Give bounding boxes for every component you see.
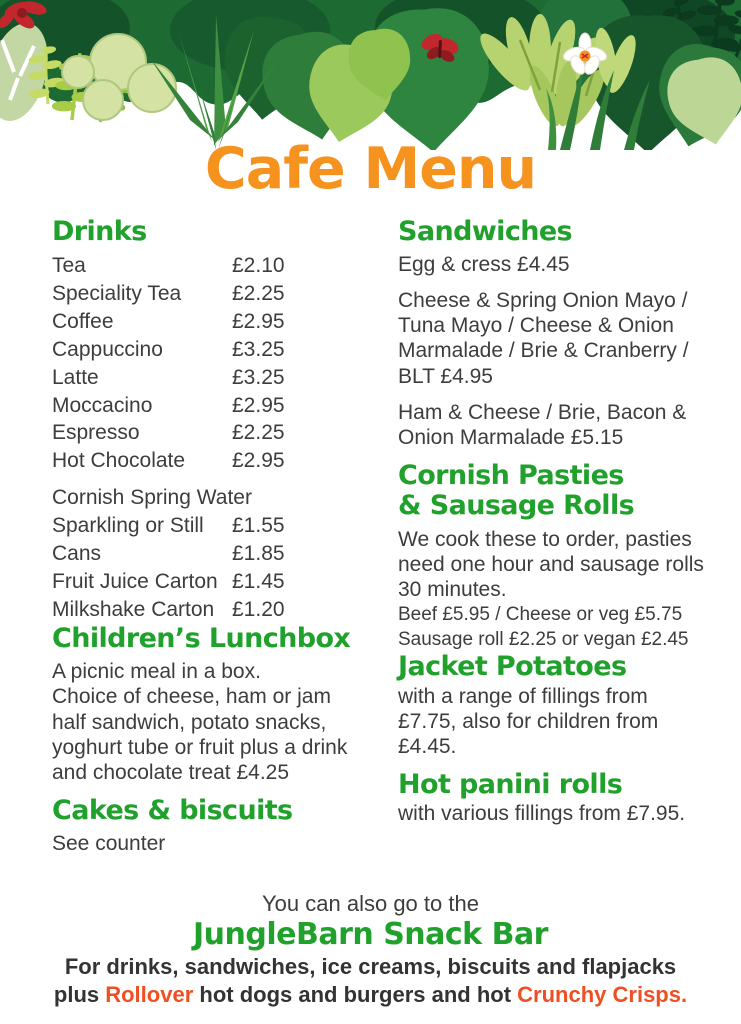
item-name: Coffee — [52, 309, 114, 333]
item-name: Sparkling or Still — [52, 514, 204, 538]
item-price: £1.55 — [232, 514, 285, 538]
pasties-price-line1: Beef £5.95 / Cheese or veg £5.75 — [398, 604, 683, 626]
sandwiches-para3: Ham & Cheese / Brie, Bacon & Onion Marmalade £5.15 — [398, 400, 687, 450]
pasties-heading-line2: & Sausage Rolls — [398, 490, 635, 522]
item-price: £2.95 — [232, 449, 285, 473]
menu-item-row — [52, 540, 364, 568]
item-name: Hot Chocolate — [52, 449, 186, 473]
item-name: Latte — [52, 365, 99, 389]
pasties-heading — [398, 461, 705, 521]
menu-item-row — [52, 512, 364, 540]
item-name: Milkshake Carton — [52, 597, 215, 621]
pasties-heading-line1: Cornish Pasties — [398, 460, 624, 492]
item-price: £2.10 — [232, 253, 285, 277]
item-price: £2.25 — [232, 281, 285, 305]
item-price: £2.25 — [232, 421, 285, 445]
pasties-intro: We cook these to order, pasties need one hour and sausage rolls 30 minutes. — [398, 527, 704, 602]
footer-plus-text: plus — [53, 982, 106, 1008]
lunchbox-line1: A picnic meal in a box. — [52, 660, 261, 684]
menu-item-row — [52, 308, 364, 336]
page-title: Cafe Menu — [204, 136, 537, 202]
item-name: Fruit Juice Carton — [52, 570, 218, 594]
menu-item-row — [52, 364, 364, 392]
snack-bar-name: JungleBarn Snack Bar — [193, 917, 548, 953]
sandwiches-heading: Sandwiches — [398, 215, 573, 247]
menu-item-row — [52, 252, 364, 280]
drinks-price-list — [52, 252, 364, 475]
menu-item-row — [52, 419, 364, 447]
footer-mid-text: hot dogs and burgers and hot — [193, 982, 518, 1008]
footer-brands-line — [0, 981, 741, 1010]
item-name: Speciality Tea — [52, 281, 182, 305]
jacket-heading: Jacket Potatoes — [398, 651, 627, 683]
water-header: Cornish Spring Water — [52, 486, 252, 510]
left-column — [52, 217, 364, 868]
menu-item-row — [52, 568, 364, 596]
cakes-text: See counter — [52, 832, 166, 856]
item-price: £1.20 — [232, 597, 285, 621]
menu-item-row — [52, 596, 364, 624]
drinks-heading: Drinks — [52, 215, 147, 247]
item-name: Espresso — [52, 421, 140, 445]
lunchbox-heading: Children’s Lunchbox — [52, 622, 351, 654]
item-name: Moccacino — [52, 393, 153, 417]
crunchy-crisps-brand: Crunchy Crisps. — [517, 982, 688, 1008]
jungle-leaves-banner — [0, 0, 741, 150]
menu-content — [0, 138, 741, 1010]
item-name: Cappuccino — [52, 337, 163, 361]
menu-item-row — [52, 336, 364, 364]
item-price: £3.25 — [232, 365, 285, 389]
panini-heading: Hot panini rolls — [398, 769, 623, 801]
pasties-price-line2: Sausage roll £2.25 or vegan £2.45 — [398, 629, 689, 651]
sandwiches-para1: Egg & cress £4.45 — [398, 252, 570, 276]
item-price: £1.85 — [232, 542, 285, 566]
menu-columns — [0, 217, 741, 868]
menu-item-row — [52, 392, 364, 420]
menu-item-row — [52, 280, 364, 308]
footer-intro: You can also go to the — [262, 890, 479, 916]
menu-item-row — [52, 447, 364, 475]
item-price: £2.95 — [232, 309, 285, 333]
item-name: Tea — [52, 253, 86, 277]
water-price-list — [52, 512, 364, 624]
sandwiches-para2: Cheese & Spring Onion Mayo / Tuna Mayo / Cheese & Onion Marmalade / Brie & Cranberry / BLT £4.95 — [398, 289, 689, 388]
rollover-brand: Rollover — [105, 982, 194, 1008]
item-price: £2.95 — [232, 393, 285, 417]
right-column — [398, 217, 705, 868]
footer-offerings: For drinks, sandwiches, ice creams, biscuits and flapjacks — [64, 953, 677, 979]
jacket-text: with a range of fillings from £7.75, also for children from £4.45. — [398, 684, 659, 759]
lunchbox-line2: Choice of cheese, ham or jam half sandwich, potato snacks, yoghurt tube or fruit plus a drink and chocolate treat £4.25 — [52, 685, 348, 784]
item-price: £1.45 — [232, 570, 285, 594]
panini-text: with various fillings from £7.95. — [398, 802, 686, 826]
cakes-heading: Cakes & biscuits — [52, 795, 293, 827]
item-name: Cans — [52, 542, 102, 566]
footer — [0, 890, 741, 1010]
item-price: £3.25 — [232, 337, 285, 361]
